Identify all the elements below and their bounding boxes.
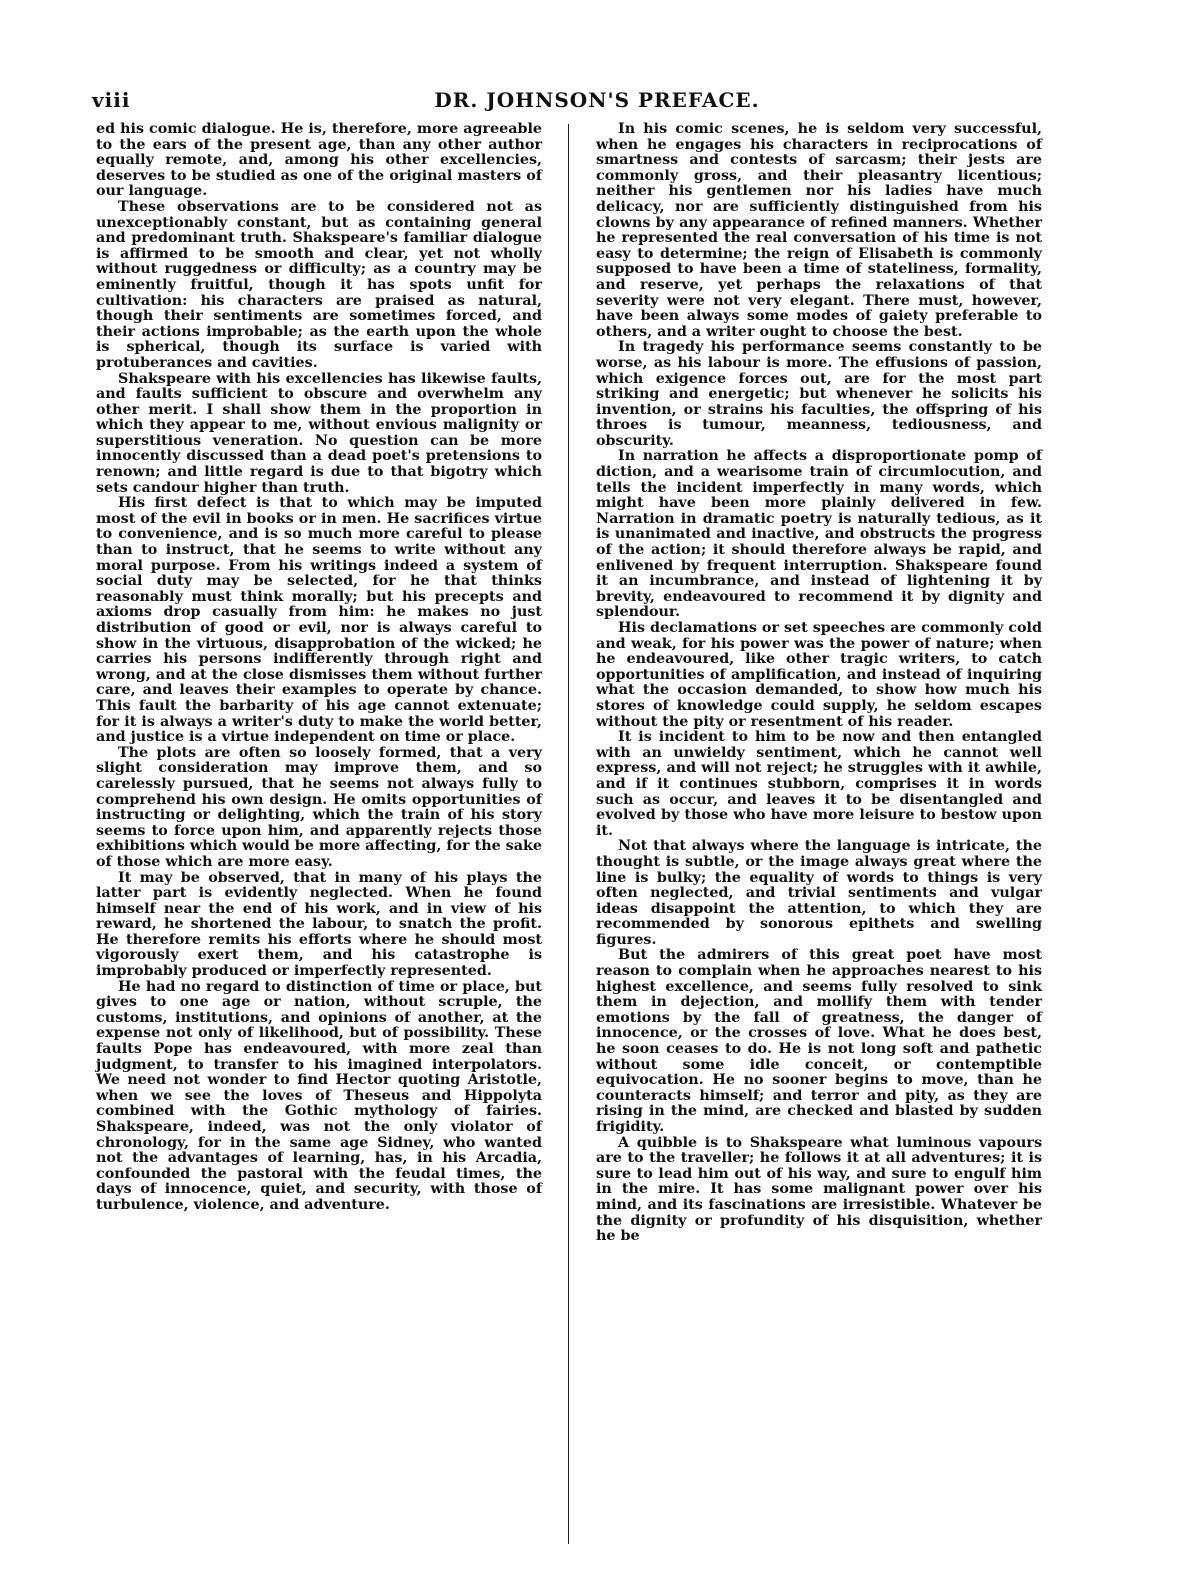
page-number: viii — [92, 88, 131, 112]
paragraph: It may be observed, that in many of his plays the latter part is evidently neglected. When he found himself near the end of his work, and in view of his reward, he shortened the labour, to snatch the profit. He therefore remits his efforts where he should most vigorously exert them, and his catastrophe is improbably produced or imperfectly represented. — [96, 869, 542, 980]
column-divider — [568, 124, 569, 1544]
paragraph: In narration he affects a disproportionate pomp of diction, and a wearisome train of circumlocution, and tells the incident imperfectly in many words, which might have been more plainly delivered in few. Narration in dramatic poetry is naturally tedious, as it is unanimated and inactive, and obstructs the progress of the action; it should therefore always be rapid, and enlivened by frequent interruption. Shakspeare found it an incumbrance, and instead of lightening it by brevity, endeavoured to recommend it by dignity and splendour. — [596, 448, 1042, 621]
paragraph: But the admirers of this great poet have most reason to complain when he approaches nearest to his highest excellence, and seems fully resolved to sink them in dejection, and mollify them with tender emotions by the fall of greatness, the danger of innocence, or the crosses of love. What he does best, he soon ceases to do. He is not long soft and pathetic without some idle conceit, or contemptible equivocation. He no sooner begins to move, than he counteracts himself; and terror and pity, as they are rising in the mind, are checked and blasted by sudden frigidity. — [596, 947, 1042, 1135]
paragraph: Not that always where the language is intricate, the thought is subtle, or the image always great where the line is bulky; the equality of words to things is very often neglected, and trivial sentiments and vulgar ideas disappoint the attention, to which they are recommended by sonorous epithets and swelling figures. — [596, 838, 1042, 948]
running-header — [92, 88, 1102, 114]
paragraph: ed his comic dialogue. He is, therefore, more agreeable to the ears of the present age, than any other author equally remote, and, among his other excellencies, deserves to be studied as one of the original masters of our language. — [96, 121, 542, 200]
right-column — [596, 122, 1042, 1245]
paragraph: He had no regard to distinction of time or place, but gives to one age or nation, without scruple, the customs, institutions, and opinions of another, at the expense not only of likelihood, but of possibility. These faults Pope has endeavoured, with more zeal than judgment, to transfer to his imagined interpolators. We need not wonder to find Hector quoting Aristotle, when we see the loves of Theseus and Hippolyta combined with the Gothic mythology of fairies. Shakspeare, indeed, was not the only violator of chronology, for in the same age Sidney, who wanted not the advantages of learning, has, in his Arcadia, confounded the pastoral with the feudal times, the days of innocence, quiet, and security, with those of turbulence, violence, and adventure. — [96, 978, 542, 1213]
paragraph: His declamations or set speeches are commonly cold and weak, for his power was the power of nature; when he endeavoured, like other tragic writers, to catch opportunities of amplification, and instead of inquiring what the occasion demanded, to show how much his stores of knowledge could supply, he seldom escapes without the pity or resentment of his reader. — [596, 620, 1042, 730]
paragraph: In his comic scenes, he is seldom very successful, when he engages his characters in reciprocations of smartness and contests of sarcasm; their jests are commonly gross, and their pleasantry licentious; neither his gentlemen nor his ladies have much delicacy, nor are sufficiently distinguished from his clowns by any appearance of refined manners. Whether he represented the real conversation of his time is not easy to determine; the reign of Elisabeth is commonly supposed to have been a time of stateliness, formality, and reserve, yet perhaps the relaxations of that severity were not very elegant. There must, however, have been always some modes of gaiety preferable to others, and a writer ought to choose the best. — [596, 121, 1042, 340]
paragraph: The plots are often so loosely formed, that a very slight consideration may improve them, and so carelessly pursued, that he seems not always fully to comprehend his own design. He omits opportunities of instructing or delighting, which the train of his story seems to force upon him, and apparently rejects those exhibitions which would be more affecting, for the sake of those which are more easy. — [96, 744, 542, 870]
left-column — [96, 122, 542, 1214]
paragraph: A quibble is to Shakspeare what luminous vapours are to the traveller; he follows it at all adventures; it is sure to lead him out of his way, and sure to engulf him in the mire. It has some malignant power over his mind, and its fascinations are irresistible. Whatever be the dignity or profundity of his disquisition, whether he be — [596, 1134, 1042, 1245]
paragraph: His first defect is that to which may be imputed most of the evil in books or in men. He sacrifices virtue to convenience, and is so much more careful to please than to instruct, that he seems to write without any moral purpose. From his writings indeed a system of social duty may be selected, for he that thinks reasonably must think morally; but his precepts and axioms drop casually from him: he makes no just distribution of good or evil, nor is always careful to show in the virtuous, disapprobation of the wicked; he carries his persons indifferently through right and wrong, and at the close dismisses them without further care, and leaves their examples to operate by chance. This fault the barbarity of his age cannot extenuate; for it is always a writer's duty to make the world better, and justice is a virtue independent on time or place. — [96, 495, 542, 746]
paragraph: These observations are to be considered not as unexceptionably constant, but as containing general and predominant truth. Shakspeare's familiar dialogue is affirmed to be smooth and clear, yet not wholly without ruggedness or difficulty; as a country may be eminently fruitful, though it has spots unfit for cultivation: his characters are praised as natural, though their sentiments are sometimes forced, and their actions improbable; as the earth upon the whole is spherical, though its surface is varied with protuberances and cavities. — [96, 198, 542, 371]
running-title: DR. JOHNSON'S PREFACE. — [434, 88, 760, 112]
paragraph: Shakspeare with his excellencies has likewise faults, and faults sufficient to obscure and overwhelm any other merit. I shall show them in the proportion in which they appear to me, without envious malignity or superstitious veneration. No question can be more innocently discussed than a dead poet's pretensions to renown; and little regard is due to that bigotry which sets candour higher than truth. — [96, 370, 542, 496]
paragraph: In tragedy his performance seems constantly to be worse, as his labour is more. The effusions of passion, which exigence forces out, are for the most part striking and energetic; but whenever he solicits his invention, or strains his faculties, the offspring of his throes is tumour, meanness, tediousness, and obscurity. — [596, 339, 1042, 449]
paragraph: It is incident to him to be now and then entangled with an unwieldy sentiment, which he cannot well express, and will not reject; he struggles with it awhile, and if it continues stubborn, comprises it in words such as occur, and leaves it to be disentangled and evolved by those who have more leisure to bestow upon it. — [596, 729, 1042, 839]
